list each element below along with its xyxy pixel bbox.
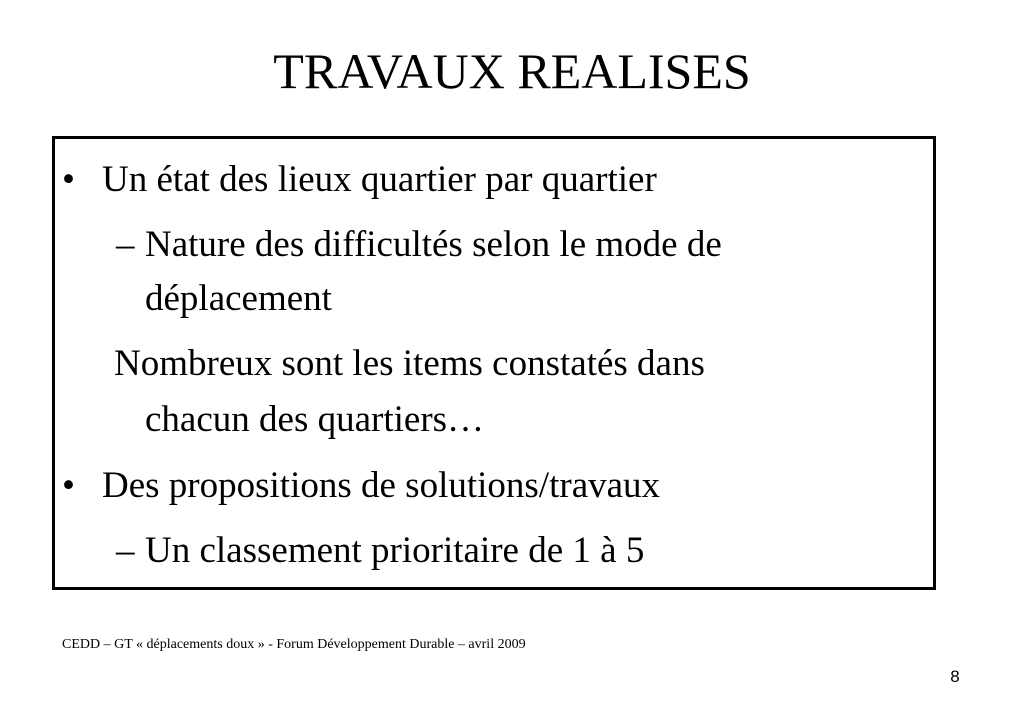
dash-marker-2: – (116, 530, 135, 571)
page-number: 8 (950, 667, 960, 686)
dash-marker-1: – (116, 224, 135, 265)
note-line-1: Nombreux sont les items constatés dans (114, 343, 705, 384)
bullet-marker-2: • (62, 465, 75, 506)
bullet-marker-1: • (62, 159, 75, 200)
note-line-2: chacun des quartiers… (145, 399, 485, 440)
sub-item-1-line-1: Nature des difficultés selon le mode de (145, 224, 722, 265)
sub-item-1-line-2: déplacement (145, 278, 332, 319)
bullet-item-2: Des propositions de solutions/travaux (102, 465, 661, 506)
slide-footer: CEDD – GT « déplacements doux » - Forum Développement Durable – avril 2009 (62, 637, 526, 652)
bullet-item-1: Un état des lieux quartier par quartier (102, 159, 657, 200)
slide-title: TRAVAUX REALISES (273, 43, 751, 99)
sub-item-2: Un classement prioritaire de 1 à 5 (145, 530, 645, 571)
